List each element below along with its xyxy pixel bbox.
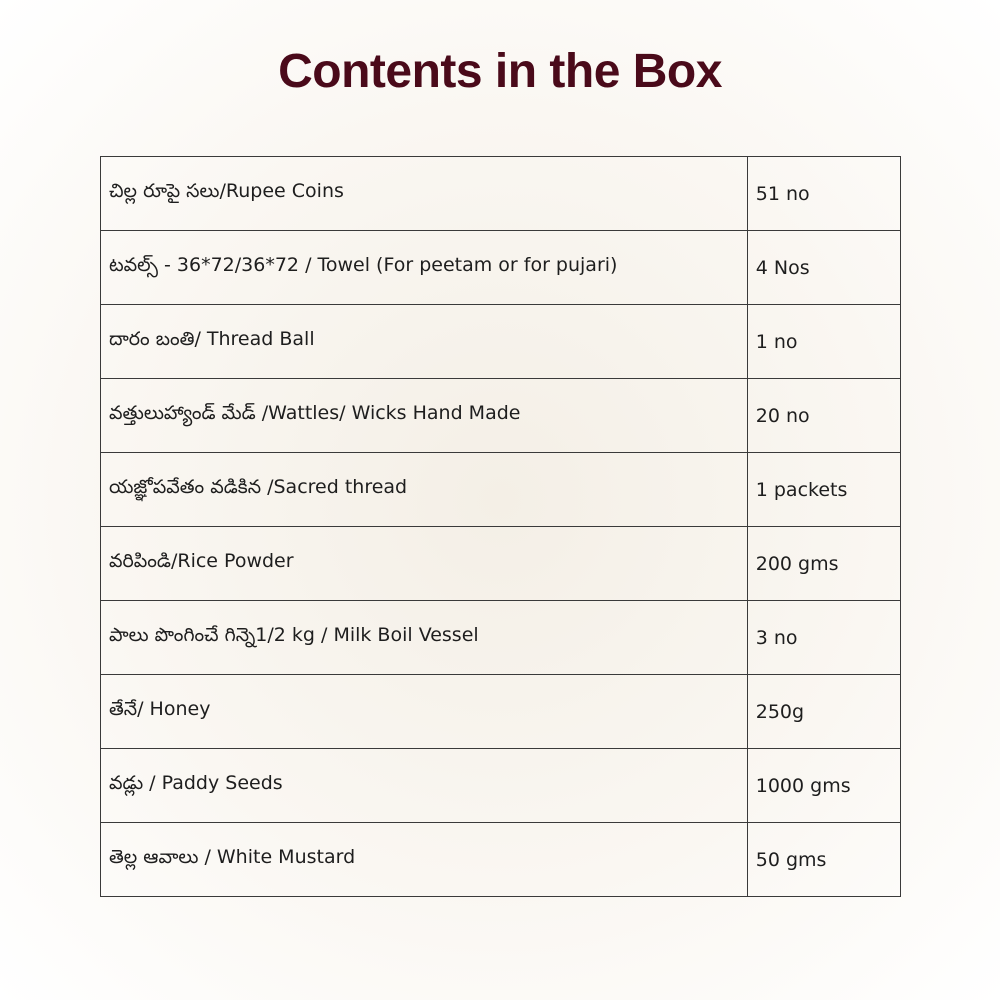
item-name-cell: వరిపిండి/Rice Powder [101, 527, 748, 601]
item-name-cell: వత్తులుహ్యాండ్ మేడ్ /Wattles/ Wicks Hand Made [101, 379, 748, 453]
item-name-cell: చిల్ల రూపై సలు/Rupee Coins [101, 157, 748, 231]
item-name-cell: వడ్లు / Paddy Seeds [101, 749, 748, 823]
item-name-cell: తెల్ల ఆవాలు / White Mustard [101, 823, 748, 897]
page-title: Contents in the Box [278, 45, 722, 98]
quantity-cell: 20 no [747, 379, 900, 453]
table-row [101, 675, 901, 749]
item-name-cell: దారం బంతి/ Thread Ball [101, 305, 748, 379]
table-row [101, 527, 901, 601]
table-row [101, 453, 901, 527]
quantity-cell: 200 gms [747, 527, 900, 601]
table-row [101, 231, 901, 305]
quantity-cell: 3 no [747, 601, 900, 675]
table-row [101, 601, 901, 675]
quantity-cell: 1000 gms [747, 749, 900, 823]
quantity-cell: 51 no [747, 157, 900, 231]
table-row [101, 157, 901, 231]
item-name-cell: తేనే/ Honey [101, 675, 748, 749]
quantity-cell: 1 no [747, 305, 900, 379]
quantity-cell: 50 gms [747, 823, 900, 897]
item-name-cell: యజ్ఞోపవేతం వడికిన /Sacred thread [101, 453, 748, 527]
table-row [101, 749, 901, 823]
table-row [101, 305, 901, 379]
quantity-cell: 1 packets [747, 453, 900, 527]
item-name-cell: టవల్స్ - 36*72/36*72 / Towel (For peetam or for pujari) [101, 231, 748, 305]
table-row [101, 379, 901, 453]
item-name-cell: పాలు పొంగించే గిన్నె1/2 kg / Milk Boil Vessel [101, 601, 748, 675]
quantity-cell: 250g [747, 675, 900, 749]
quantity-cell: 4 Nos [747, 231, 900, 305]
table-row [101, 823, 901, 897]
contents-table [100, 156, 901, 897]
